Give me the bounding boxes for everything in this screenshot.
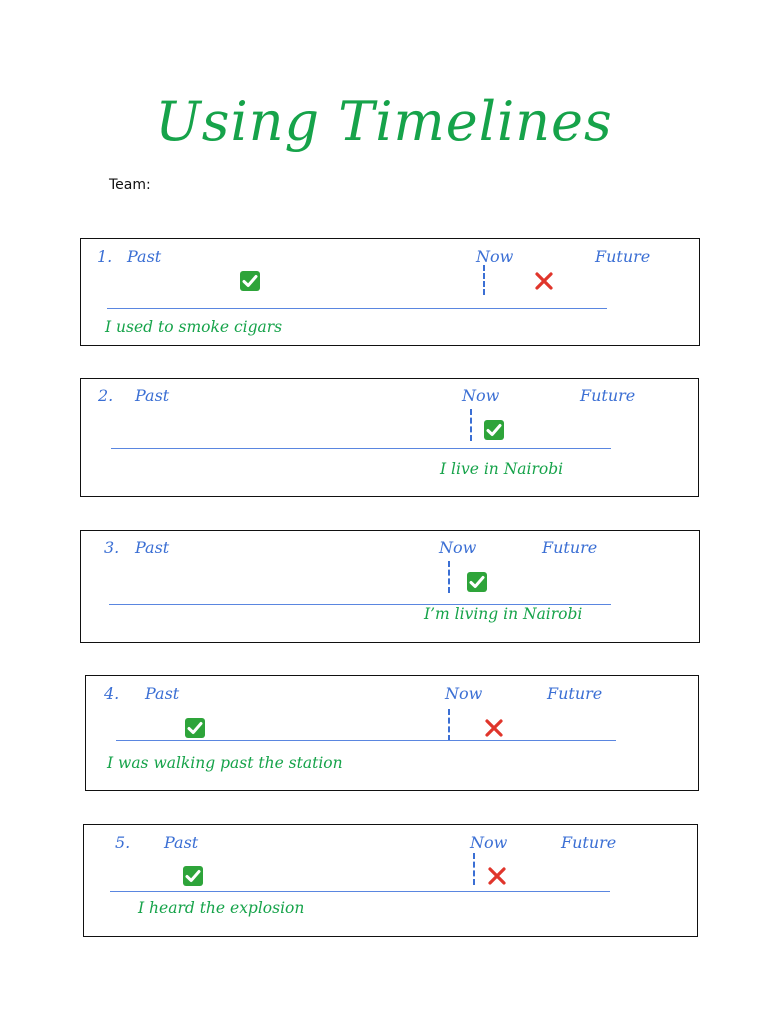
now-label: Now (439, 538, 477, 557)
timeline-box-3 (80, 530, 700, 643)
exercise-number: 3. (104, 538, 120, 557)
check-icon (484, 420, 504, 440)
now-marker (448, 561, 450, 593)
future-label: Future (595, 247, 651, 266)
timeline-box-1 (80, 238, 700, 346)
past-label: Past (135, 386, 170, 405)
exercise-number: 1. (97, 247, 113, 266)
example-sentence: I used to smoke cigars (105, 318, 283, 336)
now-label: Now (470, 833, 508, 852)
timeline-line (111, 448, 611, 449)
check-icon (240, 271, 260, 291)
now-marker (483, 265, 485, 295)
timeline-box-5 (83, 824, 698, 937)
timeline-line (110, 891, 610, 892)
timeline-box-4 (85, 675, 699, 791)
page-title: Using Timelines (155, 90, 613, 153)
future-label: Future (561, 833, 617, 852)
example-sentence: I live in Nairobi (440, 460, 564, 478)
now-marker (473, 853, 475, 885)
now-marker (470, 409, 472, 441)
check-icon (467, 572, 487, 592)
future-label: Future (542, 538, 598, 557)
exercise-number: 4. (104, 684, 120, 703)
now-label: Now (476, 247, 514, 266)
cross-icon (483, 717, 505, 739)
now-label: Now (462, 386, 500, 405)
team-label: Team: (109, 177, 151, 193)
past-label: Past (145, 684, 180, 703)
future-label: Future (547, 684, 603, 703)
exercise-number: 2. (98, 386, 114, 405)
cross-icon (533, 270, 555, 292)
example-sentence: I was walking past the station (107, 754, 343, 772)
past-label: Past (164, 833, 199, 852)
timeline-line (116, 740, 616, 741)
check-icon (185, 718, 205, 738)
past-label: Past (127, 247, 162, 266)
cross-icon (486, 865, 508, 887)
example-sentence: I heard the explosion (138, 899, 305, 917)
example-sentence: I’m living in Nairobi (424, 605, 583, 623)
future-label: Future (580, 386, 636, 405)
now-label: Now (445, 684, 483, 703)
now-marker (448, 709, 450, 741)
past-label: Past (135, 538, 170, 557)
timeline-box-2 (80, 378, 699, 497)
check-icon (183, 866, 203, 886)
timeline-line (107, 308, 607, 309)
exercise-number: 5. (115, 833, 131, 852)
